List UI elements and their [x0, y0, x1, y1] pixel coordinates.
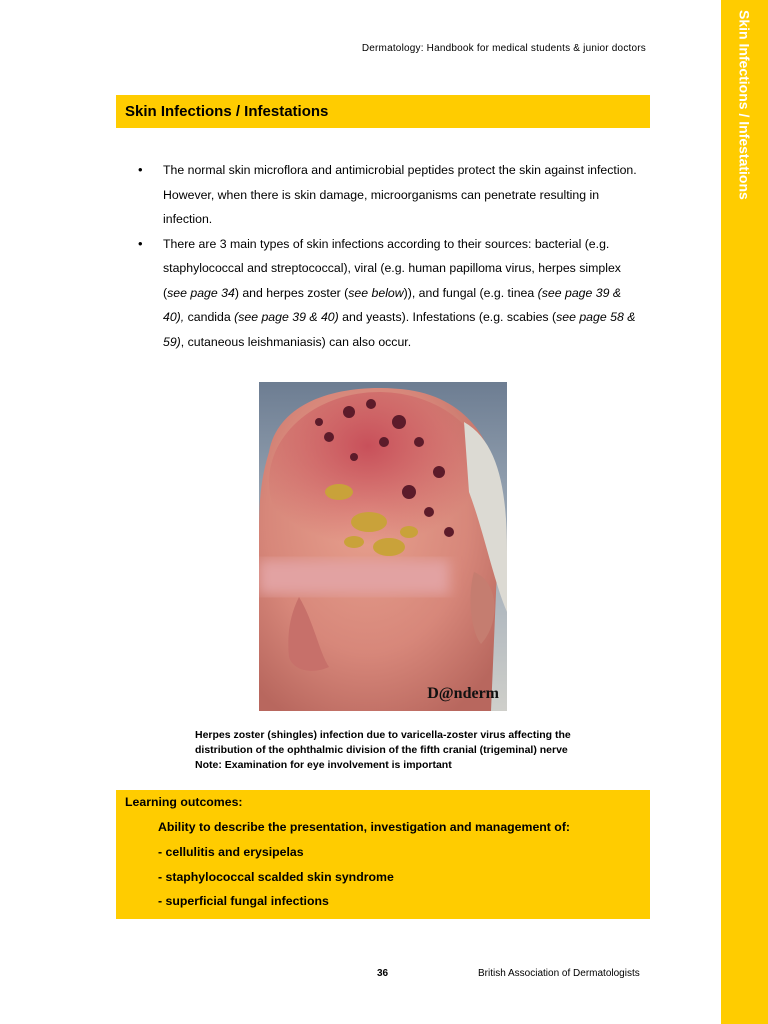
section-title: Skin Infections / Infestations: [125, 103, 329, 120]
side-tab-label: Skin Infections / Infestations: [736, 10, 753, 200]
footer-organization: British Association of Dermatologists: [478, 968, 640, 979]
bullet-text: The normal skin microflora and antimicrobial peptides protect the skin against infection. However, when there is skin damage, microorganisms can penetrate resulting in infection.: [163, 163, 637, 226]
bullet-text: and yeasts). Infestations (e.g. scabies (: [338, 310, 557, 324]
learning-outcomes-list: [158, 840, 394, 914]
bullet-text: )), and fungal (e.g. tinea: [403, 285, 538, 300]
page-reference: see below: [348, 285, 404, 300]
caption-line: distribution of the ophthalmic division of the fifth cranial (trigeminal) nerve: [195, 744, 568, 756]
page-reference: (see page 39 & 40),: [163, 285, 622, 324]
page-reference: (see page 39 & 40): [234, 310, 339, 324]
clinical-photo-illustration: [259, 382, 507, 711]
bullet-list: [133, 158, 643, 354]
learning-outcomes-heading: Learning outcomes:: [125, 795, 243, 809]
running-header: Dermatology: Handbook for medical students & junior doctors: [361, 43, 646, 54]
figure-caption: [195, 728, 645, 773]
bullet-text: ) and herpes zoster (: [234, 285, 349, 300]
bullet-text: candida: [184, 310, 235, 324]
bullet-text: There are 3 main types of skin infections according to their sources: bacterial (e.g. staphylococcal and streptococcal), viral (e.g. human papilloma virus, herpes simplex (: [163, 236, 621, 300]
learning-outcome-item: - cellulitis and erysipelas: [158, 845, 304, 859]
bullet-item: [133, 232, 643, 355]
bullet-text: , cutaneous leishmaniasis) can also occur.: [180, 334, 412, 349]
caption-line: Note: Examination for eye involvement is important: [195, 759, 452, 771]
learning-outcome-item: - staphylococcal scalded skin syndrome: [158, 869, 394, 884]
learning-outcome-item: - superficial fungal infections: [158, 894, 329, 908]
page-number: 36: [377, 968, 389, 979]
page-reference: see page 34: [167, 285, 235, 300]
clinical-photo: [259, 382, 507, 711]
section-title-bar: [116, 95, 650, 128]
photo-watermark: D@nderm: [427, 685, 499, 702]
caption-line: Herpes zoster (shingles) infection due to varicella-zoster virus affecting the: [195, 729, 571, 741]
bullet-item: [133, 158, 643, 232]
side-tab: [721, 0, 768, 1024]
learning-outcomes-intro: Ability to describe the presentation, investigation and management of:: [158, 820, 571, 834]
page-reference: see page 58 & 59): [163, 310, 636, 349]
learning-outcomes-box: [116, 790, 650, 919]
